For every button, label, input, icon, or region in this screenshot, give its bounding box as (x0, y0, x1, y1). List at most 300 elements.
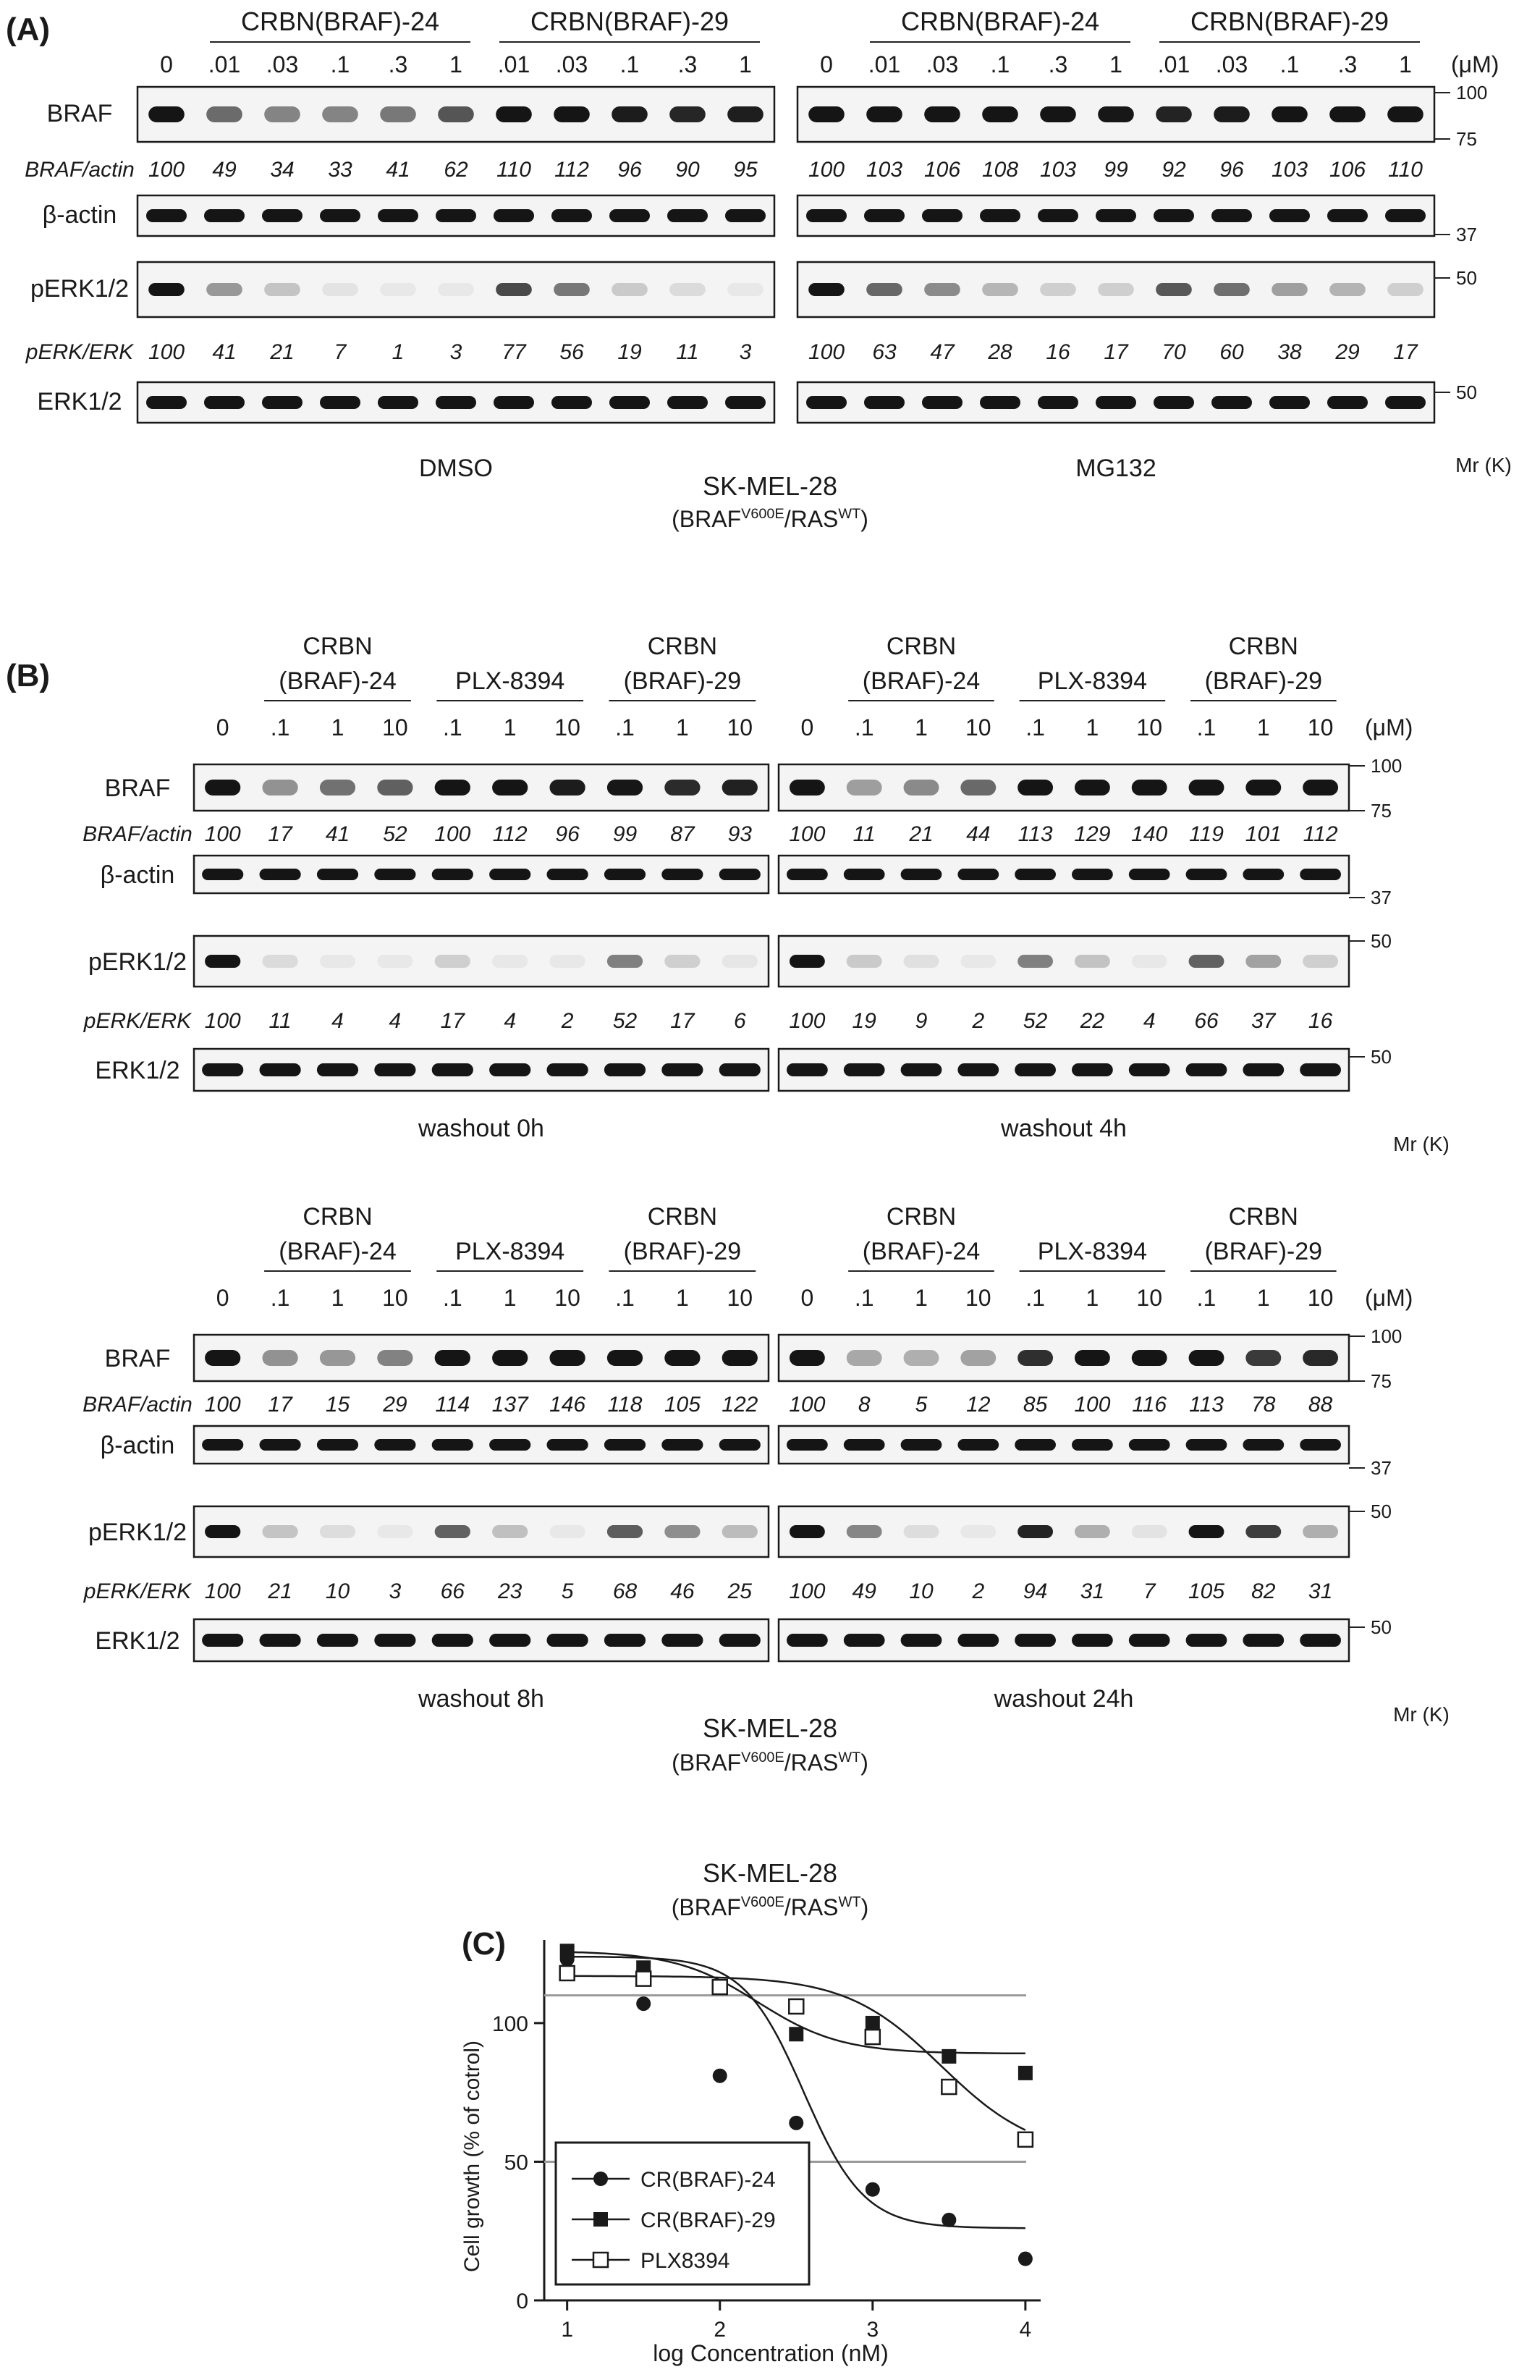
band-actin (432, 869, 473, 880)
row-label-perk-erk: pERK/ERK (83, 1009, 192, 1033)
lane-label: 1 (1109, 51, 1122, 77)
band-perk (607, 1525, 643, 1538)
perk-erk-value: 47 (930, 340, 955, 364)
band-braf (607, 780, 643, 796)
band-braf (1189, 780, 1224, 796)
band-actin (980, 209, 1020, 222)
perk-erk-value: 100 (789, 1579, 826, 1603)
row-label-braf-actin: BRAF/actin (82, 822, 192, 846)
lane-label: .1 (854, 714, 874, 740)
band-actin (787, 1439, 828, 1451)
braf-actin-value: 17 (268, 822, 292, 846)
braf-actin-value: 41 (325, 822, 350, 846)
band-erk (1243, 1634, 1284, 1647)
band-perk (1272, 283, 1308, 296)
perk-erk-value: 52 (612, 1009, 638, 1033)
mr-label: Mr (K) (1393, 1133, 1450, 1155)
band-braf (1098, 106, 1134, 122)
braf-actin-value: 114 (435, 1393, 470, 1417)
band-perk (1075, 955, 1110, 968)
perk-erk-value: 4 (331, 1009, 344, 1033)
legend-label: CR(BRAF)-29 (640, 2208, 776, 2232)
data-point (789, 1999, 803, 2014)
perk-erk-value: 2 (561, 1009, 574, 1033)
braf-actin-value: 112 (554, 158, 589, 182)
condition-label: washout 24h (994, 1685, 1134, 1713)
legend-marker (593, 2253, 608, 2267)
band-erk (1243, 1063, 1284, 1076)
band-braf (435, 780, 470, 796)
braf-actin-value: 137 (491, 1393, 528, 1417)
braf-actin-value: 87 (670, 822, 695, 846)
band-braf (1303, 1350, 1338, 1366)
braf-actin-value: 146 (549, 1393, 586, 1417)
perk-erk-value: 63 (872, 340, 897, 364)
braf-actin-value: 21 (909, 822, 934, 846)
band-braf (262, 1350, 297, 1366)
braf-actin-value: 140 (1131, 822, 1168, 846)
perk-erk-value: 25 (727, 1579, 752, 1603)
lane-label: 10 (554, 1285, 580, 1311)
perk-erk-value: 52 (1023, 1009, 1048, 1033)
braf-actin-value: 116 (1132, 1393, 1167, 1417)
band-perk (727, 283, 763, 296)
braf-actin-value: 108 (981, 158, 1019, 182)
row-label-braf: BRAF (104, 775, 171, 802)
braf-actin-value: 122 (722, 1393, 758, 1417)
band-erk (374, 1634, 415, 1647)
braf-actin-value: 100 (148, 158, 185, 182)
group-header-line2: (BRAF)-24 (862, 1238, 981, 1265)
band-braf (377, 780, 412, 796)
group-header-line1: CRBN (302, 633, 373, 660)
group-header-line2: PLX-8394 (1037, 1238, 1148, 1265)
perk-erk-value: 37 (1251, 1009, 1276, 1033)
data-point (866, 2182, 880, 2197)
band-perk (808, 283, 845, 296)
band-braf (866, 106, 902, 122)
group-header-line1: CRBN (647, 1203, 718, 1231)
unit-label: (μM) (1451, 51, 1499, 77)
band-perk (492, 1525, 528, 1538)
band-erk (667, 396, 708, 409)
legend-marker (593, 2212, 608, 2227)
mw-marker-label: 50 (1371, 1616, 1392, 1638)
band-actin (1129, 1439, 1170, 1451)
mw-marker-label: 100 (1371, 755, 1402, 777)
braf-actin-value: 93 (727, 822, 752, 846)
perk-erk-value: 7 (334, 340, 347, 364)
band-perk (549, 955, 585, 968)
x-axis-label: log Concentration (nM) (653, 2340, 889, 2366)
panel-c (460, 1858, 1041, 2366)
perk-erk-value: 11 (676, 340, 699, 364)
lane-label: 0 (160, 51, 173, 77)
band-erk (204, 396, 245, 409)
braf-actin-value: 112 (1303, 822, 1338, 846)
band-braf (1040, 106, 1076, 122)
data-point (636, 1972, 651, 1986)
lane-label: 1 (739, 51, 752, 77)
perk-erk-value: 2 (972, 1009, 985, 1033)
band-erk (1072, 1063, 1113, 1076)
band-braf (264, 106, 300, 122)
band-actin (787, 869, 828, 880)
perk-erk-value: 38 (1277, 340, 1302, 364)
band-braf (808, 106, 845, 122)
perk-erk-value: 100 (204, 1009, 241, 1033)
perk-erk-value: 4 (389, 1009, 402, 1033)
row-label-actin: β-actin (100, 1432, 175, 1459)
lane-label: .1 (615, 714, 635, 740)
x-tick-label: 3 (866, 2318, 879, 2342)
band-erk (260, 1063, 301, 1076)
braf-actin-value: 99 (612, 822, 638, 846)
group-header-line2: (BRAF)-24 (862, 667, 981, 695)
band-erk (1015, 1063, 1056, 1076)
band-braf (722, 1350, 758, 1366)
band-erk (1015, 1634, 1056, 1647)
perk-erk-value: 31 (1308, 1579, 1333, 1603)
lane-label: 1 (1086, 1285, 1099, 1311)
band-perk (904, 1525, 939, 1538)
band-braf (322, 106, 358, 122)
lane-label: .1 (854, 1285, 874, 1311)
data-point (789, 2116, 803, 2130)
lane-label: .03 (926, 51, 959, 77)
band-perk (612, 283, 648, 296)
row-label-perk: pERK1/2 (30, 275, 130, 303)
chart-subtitle (672, 1894, 869, 1920)
perk-erk-value: 49 (852, 1579, 876, 1603)
genotype-part: V600E (741, 506, 784, 522)
band-erk (432, 1634, 473, 1647)
band-erk (1072, 1634, 1113, 1647)
band-erk (719, 1063, 761, 1076)
group-header-line2: (BRAF)-29 (623, 667, 742, 695)
band-perk (148, 283, 185, 296)
mw-marker-label: 37 (1371, 1457, 1392, 1479)
band-perk (1303, 1525, 1338, 1538)
lane-label: .1 (1025, 714, 1045, 740)
braf-actin-value: 17 (268, 1393, 292, 1417)
band-erk (1269, 396, 1310, 409)
data-point (560, 1944, 575, 1958)
band-braf (960, 780, 996, 796)
perk-erk-value: 100 (204, 1579, 241, 1603)
data-point (1018, 2252, 1033, 2266)
mr-label: Mr (K) (1455, 454, 1512, 476)
group-header-line2: (BRAF)-29 (1204, 667, 1323, 695)
row-label-erk: ERK1/2 (95, 1627, 180, 1655)
perk-erk-value: 68 (612, 1579, 638, 1603)
band-erk (494, 396, 534, 409)
band-perk (847, 955, 882, 968)
band-perk (722, 1525, 758, 1538)
perk-erk-value: 100 (789, 1009, 826, 1033)
genotype-part: (BRAF (672, 506, 742, 532)
lane-label: 1 (676, 714, 689, 740)
row-label-perk-erk: pERK/ERK (83, 1579, 192, 1603)
band-perk (669, 283, 706, 296)
lane-label: 10 (1307, 714, 1334, 740)
band-erk (901, 1063, 942, 1076)
perk-erk-value: 66 (1194, 1009, 1219, 1033)
group-header-line2: PLX-8394 (455, 667, 565, 695)
lane-label: 0 (800, 1285, 814, 1311)
band-erk (1211, 396, 1252, 409)
band-braf (664, 1350, 700, 1366)
band-actin (901, 1439, 942, 1451)
band-actin (1154, 209, 1194, 222)
band-perk (866, 283, 902, 296)
condition-label: washout 0h (418, 1115, 544, 1142)
band-actin (957, 869, 999, 880)
band-braf (790, 1350, 825, 1366)
band-erk (661, 1063, 703, 1076)
band-braf (1245, 780, 1281, 796)
band-erk (1154, 396, 1194, 409)
band-braf (205, 1350, 240, 1366)
band-perk (904, 955, 939, 968)
data-point (866, 2030, 880, 2044)
data-point (636, 1996, 651, 2011)
band-perk (1329, 283, 1366, 296)
band-erk (787, 1063, 828, 1076)
band-braf (1156, 106, 1192, 122)
band-actin (436, 209, 476, 222)
group-header-line1: CRBN (647, 633, 718, 660)
genotype-part: WT (838, 506, 861, 522)
lane-label: .3 (1048, 51, 1068, 77)
band-perk (320, 1525, 355, 1538)
lane-label: .01 (208, 51, 241, 77)
mr-label: Mr (K) (1393, 1703, 1450, 1726)
braf-actin-value: 5 (915, 1393, 928, 1417)
braf-actin-value: 100 (204, 822, 241, 846)
perk-erk-value: 21 (270, 340, 295, 364)
genotype-part: V600E (741, 1750, 784, 1765)
perk-erk-value: 46 (670, 1579, 695, 1603)
genotype-part: /RAS (784, 506, 839, 532)
lane-label: .1 (990, 51, 1010, 77)
band-erk (1038, 396, 1078, 409)
band-actin (864, 209, 905, 222)
band-perk (960, 1525, 996, 1538)
row-label-perk: pERK1/2 (88, 948, 187, 976)
x-tick-label: 4 (1019, 2318, 1032, 2342)
band-perk (1214, 283, 1250, 296)
braf-actin-value: 99 (1104, 158, 1128, 182)
braf-actin-value: 118 (607, 1393, 643, 1417)
genotype-part: /RAS (784, 1750, 839, 1776)
braf-actin-value: 110 (496, 158, 531, 182)
band-perk (377, 955, 412, 968)
band-actin (667, 209, 708, 222)
perk-erk-value: 2 (972, 1579, 985, 1603)
lane-label: 1 (331, 1285, 344, 1311)
band-actin (202, 869, 243, 880)
lane-label: .1 (270, 1285, 290, 1311)
row-label-erk: ERK1/2 (95, 1057, 180, 1084)
band-erk (957, 1634, 999, 1647)
band-actin (1385, 209, 1426, 222)
y-tick-label: 100 (491, 2012, 528, 2036)
perk-erk-value: 5 (561, 1579, 574, 1603)
band-actin (604, 1439, 646, 1451)
chart-title: SK-MEL-28 (702, 1858, 838, 1888)
lane-label: .1 (442, 714, 462, 740)
genotype-part: ) (860, 1750, 868, 1776)
band-erk (432, 1063, 473, 1076)
lane-label: 10 (382, 714, 408, 740)
band-erk (725, 396, 766, 409)
band-actin (551, 209, 592, 222)
perk-erk-value: 10 (325, 1579, 350, 1603)
band-perk (554, 283, 590, 296)
lane-label: 1 (1086, 714, 1099, 740)
band-perk (377, 1525, 412, 1538)
band-actin (1072, 869, 1113, 880)
band-erk (806, 396, 847, 409)
band-actin (432, 1439, 473, 1451)
band-actin (1129, 869, 1170, 880)
lane-label: .1 (619, 51, 640, 77)
band-perk (847, 1525, 882, 1538)
lane-label: 1 (1256, 714, 1270, 740)
mw-marker-label: 100 (1456, 82, 1488, 104)
band-perk (1018, 955, 1053, 968)
genotype-part: (BRAF (672, 1750, 742, 1776)
lane-label: .1 (442, 1285, 462, 1311)
band-actin (1015, 1439, 1056, 1451)
braf-actin-value: 100 (808, 158, 845, 182)
lane-label: .3 (1337, 51, 1358, 77)
braf-actin-value: 96 (1219, 158, 1244, 182)
band-erk (547, 1634, 588, 1647)
band-braf (1075, 780, 1110, 796)
lane-label: 10 (965, 714, 991, 740)
band-erk (489, 1063, 530, 1076)
band-perk (1098, 283, 1134, 296)
lane-label: .1 (1196, 1285, 1217, 1311)
band-perk (1075, 1525, 1110, 1538)
band-erk (1129, 1634, 1170, 1647)
braf-actin-value: 8 (858, 1393, 871, 1417)
band-erk (547, 1063, 588, 1076)
band-perk (982, 283, 1018, 296)
lane-label: 1 (1256, 1285, 1270, 1311)
x-tick-label: 1 (561, 2318, 574, 2342)
lane-label: .03 (1215, 51, 1248, 77)
braf-actin-value: 113 (1189, 1393, 1224, 1417)
band-braf (982, 106, 1018, 122)
band-erk (320, 396, 360, 409)
band-perk (435, 955, 470, 968)
band-braf (206, 106, 242, 122)
perk-erk-value: 17 (440, 1009, 465, 1033)
braf-actin-value: 110 (1388, 158, 1423, 182)
band-perk (607, 955, 643, 968)
mw-marker-label: 75 (1371, 1370, 1392, 1392)
braf-actin-value: 105 (664, 1393, 701, 1417)
braf-actin-value: 33 (328, 158, 352, 182)
band-perk (1189, 955, 1224, 968)
band-actin (317, 869, 358, 880)
lane-label: 0 (216, 1285, 229, 1311)
braf-actin-value: 52 (383, 822, 407, 846)
band-braf (549, 780, 585, 796)
lane-label: .03 (266, 51, 299, 77)
band-actin (1269, 209, 1310, 222)
mw-marker-label: 50 (1456, 267, 1477, 289)
group-header-line2: PLX-8394 (455, 1238, 565, 1265)
perk-erk-value: 21 (268, 1579, 292, 1603)
band-perk (262, 955, 297, 968)
band-braf (1245, 1350, 1281, 1366)
perk-erk-value: 60 (1219, 340, 1244, 364)
mw-marker-label: 50 (1371, 930, 1392, 952)
perk-erk-value: 70 (1162, 340, 1186, 364)
perk-erk-value: 16 (1046, 340, 1070, 364)
lane-label: 10 (382, 1285, 408, 1311)
lane-label: 10 (727, 714, 753, 740)
lane-label: 0 (216, 714, 229, 740)
lane-label: .01 (1157, 51, 1190, 77)
perk-erk-value: 82 (1251, 1579, 1276, 1603)
band-braf (320, 780, 355, 796)
cell-line-label: SK-MEL-28 (702, 471, 838, 501)
braf-actin-value: 100 (789, 1393, 826, 1417)
band-actin (1096, 209, 1136, 222)
band-actin (922, 209, 962, 222)
perk-erk-value: 19 (617, 340, 642, 364)
braf-actin-value: 29 (383, 1393, 407, 1417)
band-actin (844, 1439, 885, 1451)
lane-label: .1 (1196, 714, 1217, 740)
lane-label: .01 (868, 51, 901, 77)
row-label-perk-erk: pERK/ERK (25, 340, 134, 364)
mw-marker-label: 50 (1456, 381, 1477, 403)
data-point (560, 1966, 575, 1980)
lane-label: 1 (503, 714, 517, 740)
group-header-line1: CRBN (886, 1203, 957, 1231)
band-actin (661, 1439, 703, 1451)
group-header-crbn-29: CRBN(BRAF)-29 (1190, 7, 1389, 36)
band-perk (924, 283, 960, 296)
data-point (713, 2069, 727, 2083)
cell-line-label: SK-MEL-28 (702, 1713, 838, 1743)
panel-label: (B) (6, 658, 51, 693)
condition-label: washout 4h (1001, 1115, 1127, 1142)
band-braf (607, 1350, 643, 1366)
lane-label: .3 (388, 51, 408, 77)
group-header-line1: CRBN (302, 1203, 373, 1231)
band-actin (547, 869, 588, 880)
band-actin (547, 1439, 588, 1451)
unit-label: (μM) (1365, 1285, 1413, 1311)
band-actin (1243, 869, 1284, 880)
perk-erk-value: 17 (1104, 340, 1128, 364)
band-perk (322, 283, 358, 296)
band-perk (1387, 283, 1423, 296)
band-erk (378, 396, 418, 409)
perk-erk-value: 1 (392, 340, 405, 364)
braf-actin-value: 101 (1245, 822, 1282, 846)
lane-label: 0 (820, 51, 833, 77)
band-actin (1186, 1439, 1227, 1451)
braf-actin-value: 103 (1271, 158, 1308, 182)
